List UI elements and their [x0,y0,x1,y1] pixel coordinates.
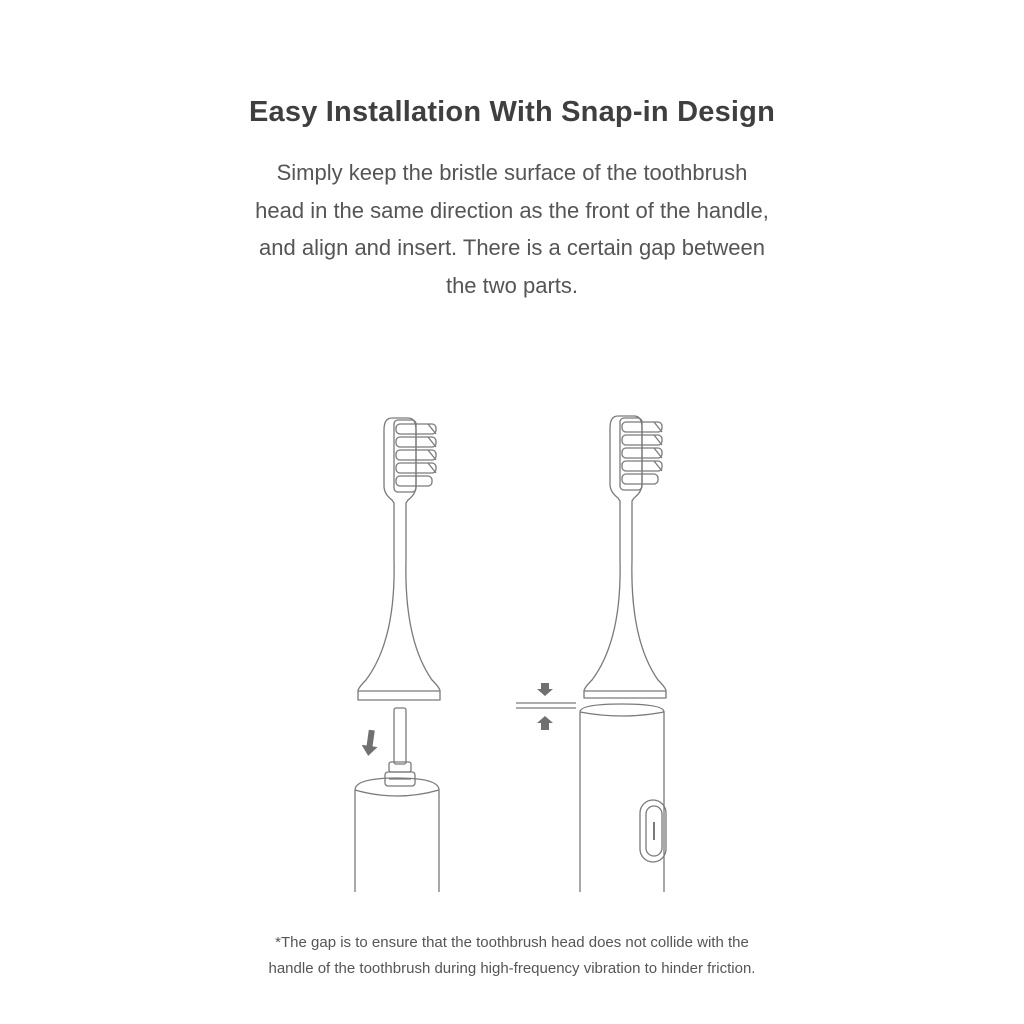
description-line: the two parts. [445,272,579,298]
description-line: Simply keep the bristle surface of the toothbrush [276,160,748,185]
page-title: Easy Installation With Snap-in Design [249,96,775,128]
gap-indicator [516,703,576,708]
description-line: head in the same direction as the front of the handle, [255,197,769,223]
toothbrush-handle-attached [580,704,666,892]
description [212,154,812,304]
toothbrush-head-attached [584,416,666,698]
toothbrush-head-detached [358,418,440,700]
toothbrush-handle-detached [355,708,439,892]
footnote-line: handle of the toothbrush during high-frequency vibration to hinder friction. [268,960,756,977]
arrow-up-icon [537,716,553,730]
description-line: and align and insert. There is a certain gap between [259,235,765,260]
arrow-down-icon [360,729,379,757]
toothbrush-illustration [0,400,1024,900]
arrow-down-icon [537,683,553,696]
footnote-line: *The gap is to ensure that the toothbrush head does not collide with the [275,934,749,951]
footnote [0,930,1024,982]
